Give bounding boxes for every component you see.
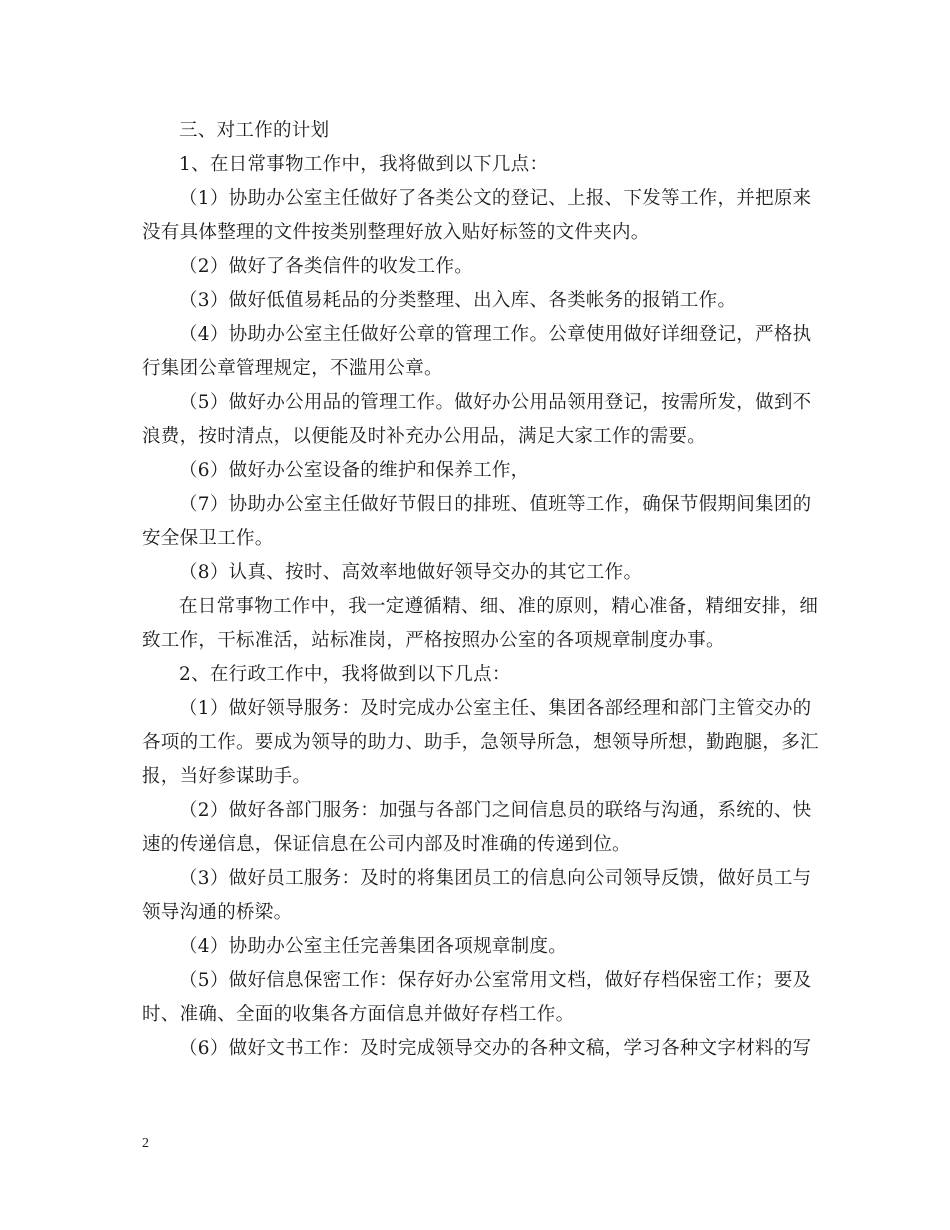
text-line: （4）协助办公室主任做好公章的管理工作。公章使用做好详细登记，严格执 xyxy=(179,324,812,345)
text-line: （5）做好信息保密工作：保存好办公室常用文档，做好存档保密工作；要及 xyxy=(179,970,812,991)
paragraph xyxy=(142,148,808,182)
text-line: （3）做好员工服务：及时的将集团员工的信息向公司领导反馈，做好员工与 xyxy=(179,868,812,889)
document-body xyxy=(142,114,819,1066)
paragraph xyxy=(142,930,808,964)
paragraph xyxy=(142,250,808,284)
text-line: 领导沟通的桥梁。 xyxy=(142,902,293,923)
text-line: 浪费，按时清点，以便能及时补充办公用品，满足大家工作的需要。 xyxy=(142,426,707,447)
text-line: 速的传递信息，保证信息在公司内部及时准确的传递到位。 xyxy=(142,834,631,855)
text-line: （8）认真、按时、高效率地做好领导交办的其它工作。 xyxy=(179,562,643,583)
paragraph xyxy=(142,1032,812,1066)
text-line: （1）做好领导服务：及时完成办公室主任、集团各部经理和部门主管交办的 xyxy=(179,698,812,719)
text-line: （4）协助办公室主任完善集团各项规章制度。 xyxy=(179,936,568,957)
text-line: 1、在日常事物工作中，我将做到以下几点： xyxy=(179,154,549,175)
paragraph xyxy=(142,488,812,556)
text-line: （6）做好文书工作：及时完成领导交办的各种文稿，学习各种文字材料的写 xyxy=(179,1038,812,1059)
paragraph xyxy=(142,284,808,318)
text-line: 安全保卫工作。 xyxy=(142,528,274,549)
paragraph xyxy=(142,590,819,658)
text-line: 时、准确、全面的收集各方面信息并做好存档工作。 xyxy=(142,1004,575,1025)
paragraph xyxy=(142,114,808,148)
text-line: （2）做好各部门服务：加强与各部门之间信息员的联络与沟通，系统的、快 xyxy=(179,800,812,821)
text-line: （6）做好办公室设备的维护和保养工作， xyxy=(179,460,530,481)
text-line: （7）协助办公室主任做好节假日的排班、值班等工作，确保节假期间集团的 xyxy=(179,494,812,515)
paragraph xyxy=(142,454,808,488)
text-line: 三、对工作的计划 xyxy=(179,120,330,141)
text-line: （3）做好低值易耗品的分类整理、出入库、各类帐务的报销工作。 xyxy=(179,290,737,311)
text-line: （1）协助办公室主任做好了各类公文的登记、上报、下发等工作，并把原来 xyxy=(179,188,812,209)
text-line: （5）做好办公用品的管理工作。做好办公用品领用登记，按需所发，做到不 xyxy=(179,392,812,413)
paragraph xyxy=(142,318,812,386)
paragraph xyxy=(142,658,808,692)
text-line: 2、在行政工作中，我将做到以下几点： xyxy=(179,664,511,685)
text-line: 各项的工作。要成为领导的助力、助手，急领导所急，想领导所想，勤跑腿，多汇 xyxy=(142,732,819,753)
text-line: 行集团公章管理规定，不滥用公章。 xyxy=(142,358,443,379)
text-line: （2）做好了各类信件的收发工作。 xyxy=(179,256,474,277)
paragraph xyxy=(142,794,812,862)
page-number: 2 xyxy=(142,1136,149,1151)
text-line: 致工作，干标准活，站标准岗，严格按照办公室的各项规章制度办事。 xyxy=(142,630,725,651)
paragraph xyxy=(142,386,812,454)
text-line: 没有具体整理的文件按类别整理好放入贴好标签的文件夹内。 xyxy=(142,222,650,243)
paragraph xyxy=(142,862,812,930)
paragraph xyxy=(142,692,819,794)
text-line: 报，当好参谋助手。 xyxy=(142,766,312,787)
paragraph xyxy=(142,182,812,250)
paragraph xyxy=(142,556,808,590)
text-line: 在日常事物工作中，我一定遵循精、细、准的原则，精心准备，精细安排，细 xyxy=(179,596,819,617)
paragraph xyxy=(142,964,812,1032)
